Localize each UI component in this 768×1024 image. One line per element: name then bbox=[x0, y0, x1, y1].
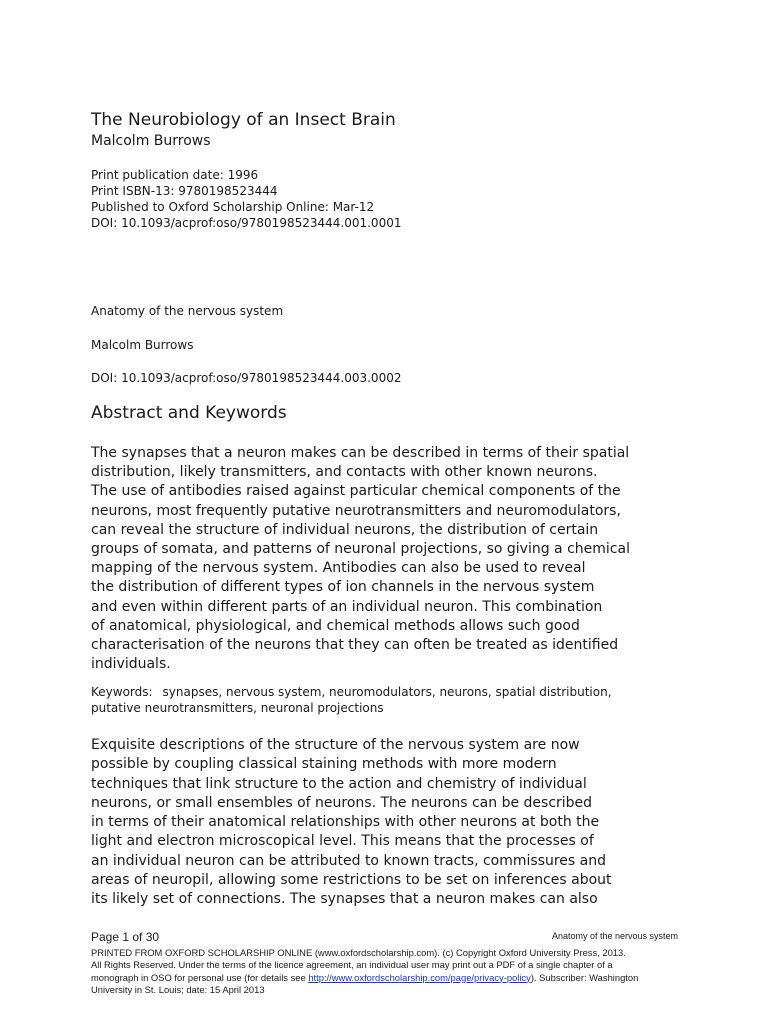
abstract-line: mapping of the nervous system. Antibodies can also be used to reveal bbox=[91, 560, 586, 577]
running-head: Anatomy of the nervous system bbox=[551, 931, 678, 941]
print-publication-date: Print publication date: 1996 bbox=[91, 168, 259, 182]
body-line: its likely set of connections. The synapses that a neuron makes can also bbox=[91, 891, 598, 908]
abstract-paragraph bbox=[91, 444, 681, 674]
body-line: neurons, or small ensembles of neurons. The neurons can be described bbox=[91, 794, 593, 811]
keywords bbox=[91, 684, 612, 716]
copyright-notice bbox=[91, 947, 638, 996]
body-paragraph bbox=[91, 736, 612, 910]
abstract-heading: Abstract and Keywords bbox=[91, 403, 287, 423]
abstract-line: distribution, likely transmitters, and contacts with other known neurons. bbox=[91, 464, 598, 481]
abstract-line: and even within different parts of an individual neuron. This combination bbox=[91, 598, 603, 615]
copyright-line-2: All Rights Reserved. Under the terms of the licence agreement, an individual user may print out a PDF of a single chapter of a bbox=[91, 959, 613, 971]
abstract-line: can reveal the structure of individual neurons, the distribution of certain bbox=[91, 521, 599, 538]
keywords-list-2: putative neurotransmitters, neuronal projections bbox=[91, 701, 384, 715]
body-line: light and electron microscopical level. This means that the processes of bbox=[91, 833, 594, 850]
copyright-line-1: PRINTED FROM OXFORD SCHOLARSHIP ONLINE (www.oxfordscholarship.com). (c) Copyright Oxford University Press, 2013. bbox=[91, 947, 626, 958]
online-publication-date: Published to Oxford Scholarship Online: Mar-12 bbox=[91, 200, 375, 214]
chapter-title: Anatomy of the nervous system bbox=[91, 304, 284, 318]
book-author: Malcolm Burrows bbox=[91, 133, 211, 149]
abstract-line: The use of antibodies raised against particular chemical components of the bbox=[91, 483, 621, 500]
book-title: The Neurobiology of an Insect Brain bbox=[91, 110, 396, 130]
keywords-label: Keywords: bbox=[91, 685, 153, 699]
copyright-line-3-post: ). Subscriber: Washington bbox=[530, 971, 639, 983]
abstract-line: neurons, most frequently putative neurotransmitters and neuromodulators, bbox=[91, 502, 621, 519]
abstract-line: the distribution of different types of ion channels in the nervous system bbox=[91, 579, 595, 596]
page-number: Page 1 of 30 bbox=[91, 930, 160, 944]
copyright-line-4: University in St. Louis; date: 15 April 2013 bbox=[91, 983, 265, 995]
copyright-line-3 bbox=[91, 972, 638, 984]
abstract-line: individuals. bbox=[91, 656, 171, 673]
book-doi: DOI: 10.1093/acprof:oso/9780198523444.001.0001 bbox=[91, 216, 402, 230]
privacy-policy-link[interactable]: http://www.oxfordscholarship.com/page/privacy-policy bbox=[308, 971, 531, 983]
print-isbn: Print ISBN-13: 9780198523444 bbox=[91, 184, 278, 198]
abstract-line: groups of somata, and patterns of neuronal projections, so giving a chemical bbox=[91, 541, 630, 558]
abstract-line: characterisation of the neurons that they can often be treated as identified bbox=[91, 637, 619, 654]
chapter-author: Malcolm Burrows bbox=[91, 338, 194, 352]
keywords-list-1: synapses, nervous system, neuromodulators, neurons, spatial distribution, bbox=[162, 685, 612, 699]
body-line: techniques that link structure to the action and chemistry of individual bbox=[91, 775, 587, 792]
body-line: an individual neuron can be attributed to known tracts, commissures and bbox=[91, 852, 607, 869]
abstract-line: of anatomical, physiological, and chemical methods allows such good bbox=[91, 617, 580, 634]
chapter-doi: DOI: 10.1093/acprof:oso/9780198523444.003.0002 bbox=[91, 371, 402, 385]
body-line: Exquisite descriptions of the structure of the nervous system are now bbox=[91, 737, 580, 753]
body-line: areas of neuropil, allowing some restrictions to be set on inferences about bbox=[91, 872, 612, 889]
publication-metadata bbox=[91, 167, 401, 231]
abstract-line: The synapses that a neuron makes can be described in terms of their spatial bbox=[91, 445, 630, 461]
body-line: in terms of their anatomical relationships with other neurons at both the bbox=[91, 814, 600, 831]
copyright-line-3-pre: monograph in OSO for personal use (for details see bbox=[91, 971, 309, 983]
body-line: possible by coupling classical staining methods with more modern bbox=[91, 756, 557, 773]
keywords-line-1 bbox=[91, 684, 612, 700]
